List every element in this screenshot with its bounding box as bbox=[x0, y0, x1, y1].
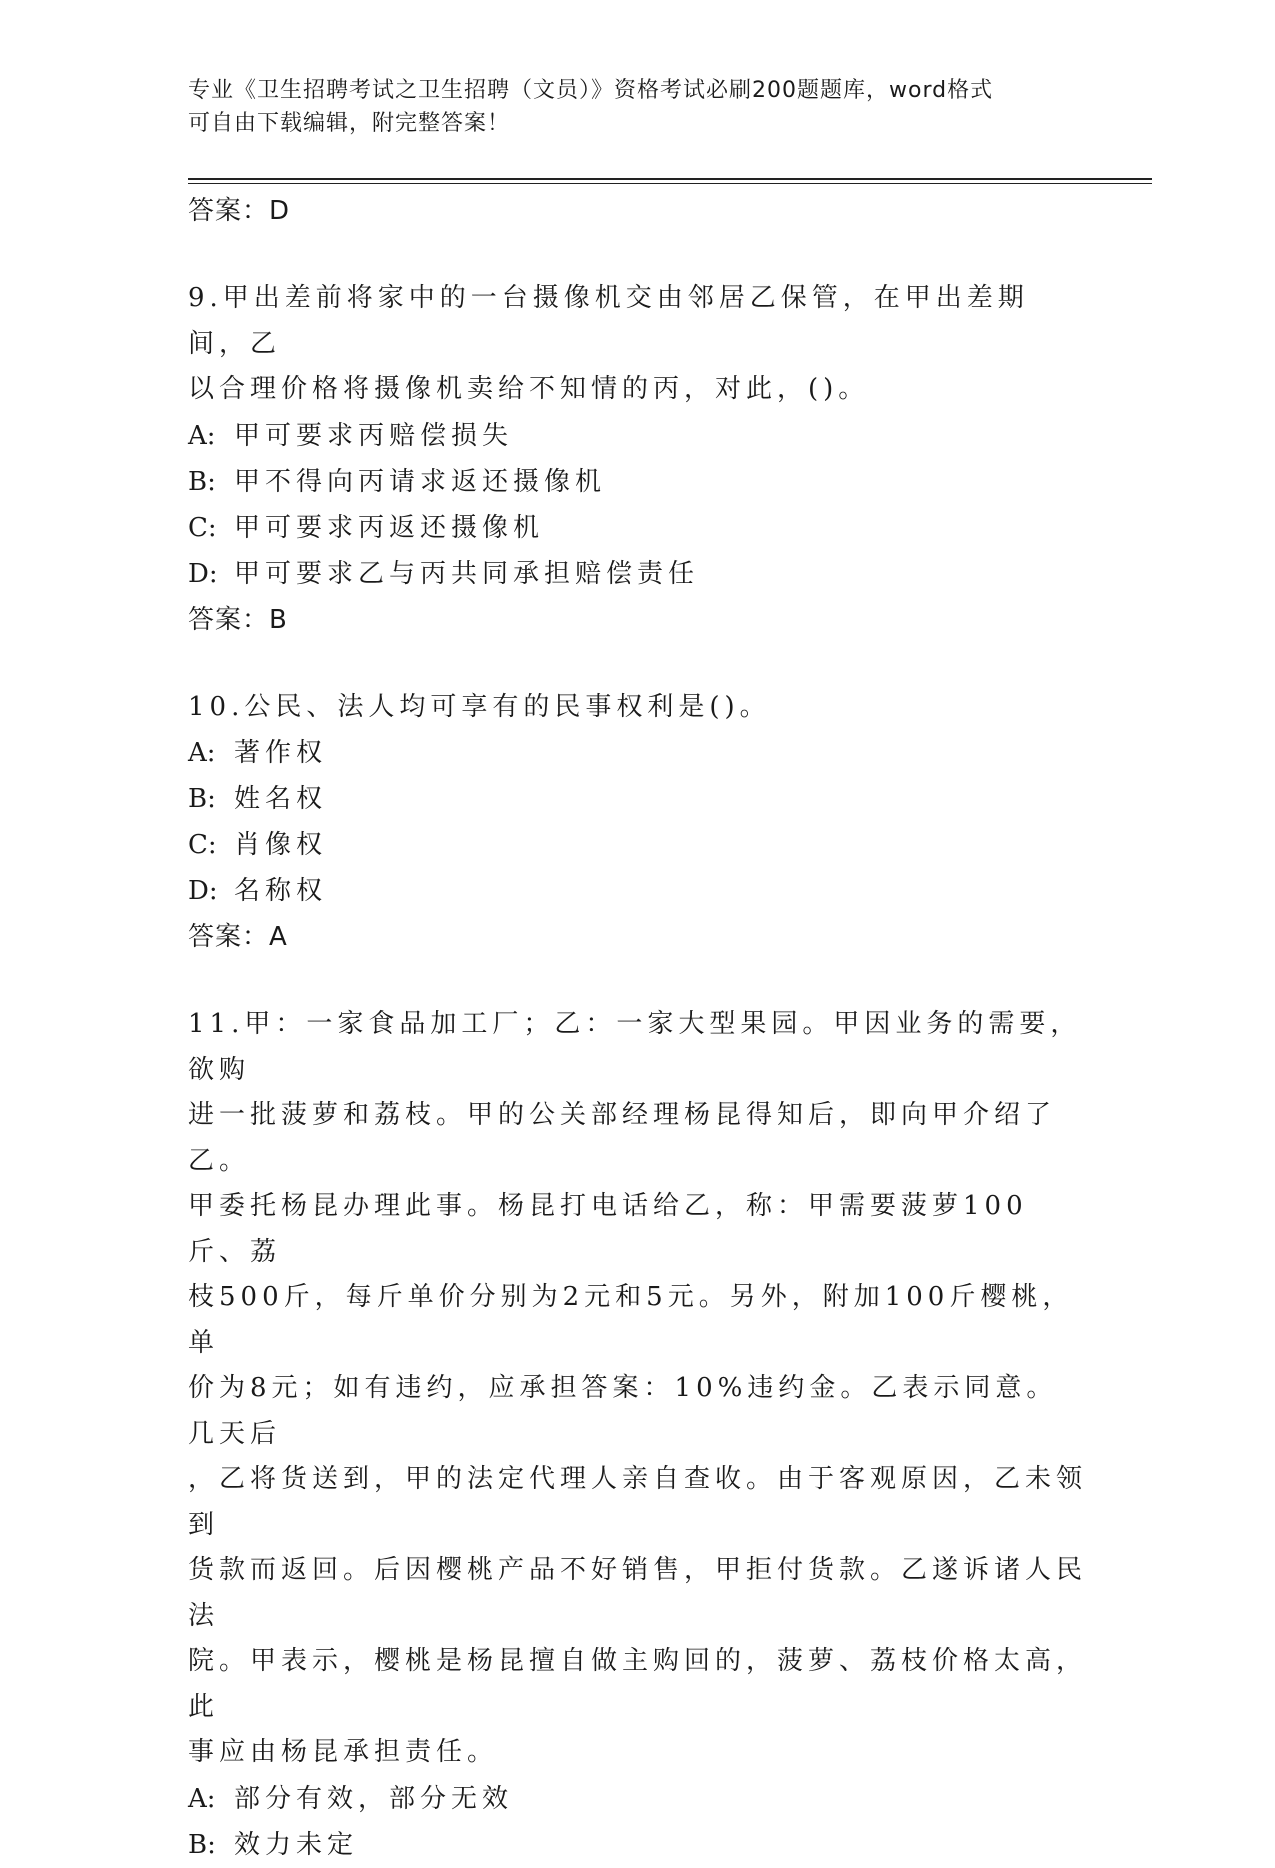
option-key: A: bbox=[188, 1783, 216, 1814]
header-line-2: 可自由下载编辑，附完整答案！ bbox=[188, 111, 511, 136]
stem-line: 价为8元；如有违约，应承担答案：10%违约金。乙表示同意。几天后 bbox=[188, 1373, 1058, 1449]
header-divider bbox=[188, 178, 1152, 184]
option-b bbox=[188, 459, 1088, 505]
option-key: C: bbox=[188, 830, 217, 860]
option-key: D: bbox=[188, 558, 218, 589]
stem-line: 事应由杨昆承担责任。 bbox=[188, 1737, 499, 1767]
stem-line: 11.甲：一家食品加工厂；乙：一家大型果园。甲因业务的需要，欲购 bbox=[188, 1009, 1082, 1085]
answer-line: 答案：B bbox=[188, 604, 288, 635]
stem-line: ，乙将货送到，甲的法定代理人亲自查收。由于客观原因，乙未领到 bbox=[188, 1464, 1088, 1540]
option-key: A: bbox=[188, 420, 216, 451]
question-stem bbox=[188, 1002, 1088, 1776]
option-text: 甲可要求乙与丙共同承担赔偿责任 bbox=[234, 558, 700, 589]
answer-line: 答案：A bbox=[188, 922, 288, 952]
stem-line: 9.甲出差前将家中的一台摄像机交由邻居乙保管，在甲出差期间，乙 bbox=[188, 283, 1029, 359]
option-key: A: bbox=[188, 738, 216, 768]
option-c bbox=[188, 822, 1088, 868]
spacer bbox=[188, 643, 1088, 685]
stem-line: 以合理价格将摄像机卖给不知情的丙，对此，()。 bbox=[188, 374, 870, 404]
option-a bbox=[188, 1776, 1088, 1822]
question-11 bbox=[188, 1002, 1088, 1868]
option-key: B: bbox=[188, 1829, 216, 1860]
option-key: B: bbox=[188, 466, 216, 497]
option-a bbox=[188, 413, 1088, 459]
question-stem bbox=[188, 276, 1088, 413]
stem-line: 枝500斤，每斤单价分别为2元和5元。另外，附加100斤樱桃，单 bbox=[188, 1282, 1074, 1358]
option-key: B: bbox=[188, 784, 216, 814]
header-line-1: 专业《卫生招聘考试之卫生招聘（文员）》资格考试必刷200题题库，word格式 bbox=[188, 78, 994, 103]
option-text: 名称权 bbox=[234, 876, 328, 906]
option-key: D: bbox=[188, 876, 218, 906]
stem-line: 货款而返回。后因樱桃产品不好销售，甲拒付货款。乙遂诉诸人民法 bbox=[188, 1555, 1088, 1631]
question-9 bbox=[188, 276, 1088, 643]
option-b bbox=[188, 776, 1088, 822]
option-c bbox=[188, 505, 1088, 551]
option-b bbox=[188, 1822, 1088, 1868]
question-list bbox=[188, 188, 1088, 1868]
option-text: 甲可要求丙返还摄像机 bbox=[234, 512, 545, 543]
question-stem bbox=[188, 685, 1088, 731]
option-text: 效力未定 bbox=[234, 1829, 359, 1860]
previous-answer: 答案：D bbox=[188, 196, 291, 226]
option-text: 甲可要求丙赔偿损失 bbox=[234, 420, 514, 451]
option-text: 姓名权 bbox=[234, 784, 328, 814]
option-text: 肖像权 bbox=[234, 830, 328, 860]
option-a bbox=[188, 730, 1088, 776]
option-text: 甲不得向丙请求返还摄像机 bbox=[234, 466, 607, 497]
stem-line: 10.公民、法人均可享有的民事权利是()。 bbox=[188, 691, 771, 722]
option-text: 部分有效，部分无效 bbox=[234, 1783, 514, 1814]
option-d bbox=[188, 868, 1088, 914]
option-d bbox=[188, 551, 1088, 597]
page-header bbox=[188, 74, 1068, 140]
option-key: C: bbox=[188, 512, 217, 543]
stem-line: 进一批菠萝和荔枝。甲的公关部经理杨昆得知后，即向甲介绍了乙。 bbox=[188, 1100, 1057, 1176]
stem-line: 甲委托杨昆办理此事。杨昆打电话给乙，称：甲需要菠萝100斤、荔 bbox=[188, 1191, 1028, 1267]
question-10 bbox=[188, 685, 1088, 961]
spacer bbox=[188, 960, 1088, 1002]
option-text: 著作权 bbox=[234, 738, 328, 768]
stem-line: 院。甲表示，樱桃是杨昆擅自做主购回的，菠萝、荔枝价格太高，此 bbox=[188, 1646, 1088, 1722]
spacer bbox=[188, 234, 1088, 276]
